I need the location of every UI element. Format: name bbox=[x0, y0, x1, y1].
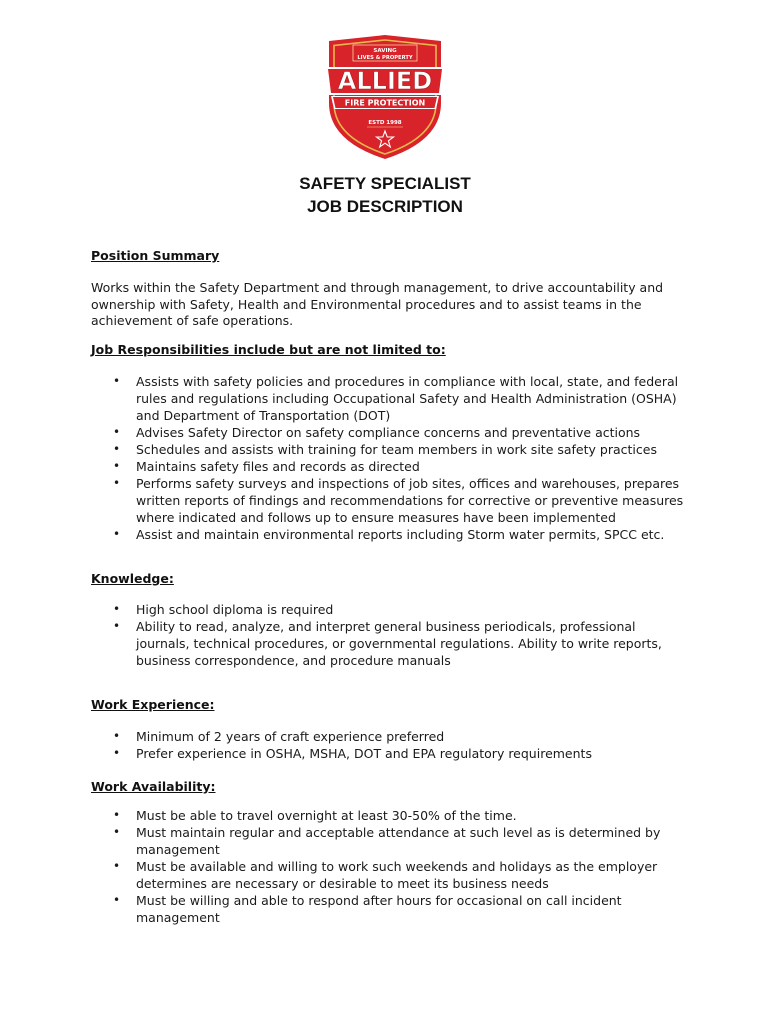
list-item: • Assists with safety policies and procedures in compliance with local, state, and federal rules and regulations including Occupational Safety and Health Administration (OSHA) and Department of Transportation (DOT) bbox=[91, 373, 691, 424]
list-item: • Schedules and assists with training for team members in work site safety practices bbox=[91, 441, 691, 458]
svg-text:ESTD 1998: ESTD 1998 bbox=[368, 120, 402, 126]
work-availability-heading: Work Availability: bbox=[91, 779, 216, 794]
list-item: • Advises Safety Director on safety compliance concerns and preventative actions bbox=[91, 424, 691, 441]
responsibilities-list bbox=[91, 373, 691, 543]
position-summary-text: Works within the Safety Department and through management, to drive accountability and ownership with Safety, Health and Environmental procedures and to assist teams in the achievement of safe operations. bbox=[91, 280, 664, 328]
company-logo bbox=[323, 33, 447, 161]
responsibilities-heading: Job Responsibilities include but are not limited to: bbox=[91, 342, 446, 357]
document-subtitle: JOB DESCRIPTION bbox=[307, 197, 463, 216]
document-title: SAFETY SPECIALIST bbox=[299, 174, 471, 193]
position-summary-heading: Position Summary bbox=[91, 248, 220, 263]
list-item: • Must be willing and able to respond after hours for occasional on call incident management bbox=[91, 892, 691, 926]
list-item: • Prefer experience in OSHA, MSHA, DOT and EPA regulatory requirements bbox=[91, 745, 691, 762]
knowledge-list bbox=[91, 601, 691, 669]
svg-text:ALLIED: ALLIED bbox=[337, 67, 433, 95]
work-availability-list bbox=[91, 807, 691, 926]
svg-text:LIVES & PROPERTY: LIVES & PROPERTY bbox=[357, 55, 413, 61]
work-experience-heading: Work Experience: bbox=[91, 697, 215, 712]
list-item: • Performs safety surveys and inspections of job sites, offices and warehouses, prepares written reports of findings and recommendations for corrective or preventive measures where indicated and follows up to ensure measures have been implemented bbox=[91, 475, 691, 526]
allied-shield-icon bbox=[323, 33, 447, 161]
work-experience-list bbox=[91, 728, 691, 762]
list-item: • Must be able to travel overnight at least 30-50% of the time. bbox=[91, 807, 691, 824]
list-item: • Must maintain regular and acceptable attendance at such level as is determined by management bbox=[91, 824, 691, 858]
svg-text:SAVING: SAVING bbox=[373, 48, 397, 54]
list-item: • High school diploma is required bbox=[91, 601, 691, 618]
list-item: • Maintains safety files and records as directed bbox=[91, 458, 691, 475]
list-item: • Assist and maintain environmental reports including Storm water permits, SPCC etc. bbox=[91, 526, 691, 543]
svg-text:FIRE PROTECTION: FIRE PROTECTION bbox=[344, 98, 426, 108]
knowledge-heading: Knowledge: bbox=[91, 571, 174, 586]
list-item: • Ability to read, analyze, and interpret general business periodicals, professional journals, technical procedures, or governmental regulations. Ability to write reports, business correspondence, and procedure manuals bbox=[91, 618, 691, 669]
list-item: • Minimum of 2 years of craft experience preferred bbox=[91, 728, 691, 745]
list-item: • Must be available and willing to work such weekends and holidays as the employer determines are necessary or desirable to meet its business needs bbox=[91, 858, 691, 892]
